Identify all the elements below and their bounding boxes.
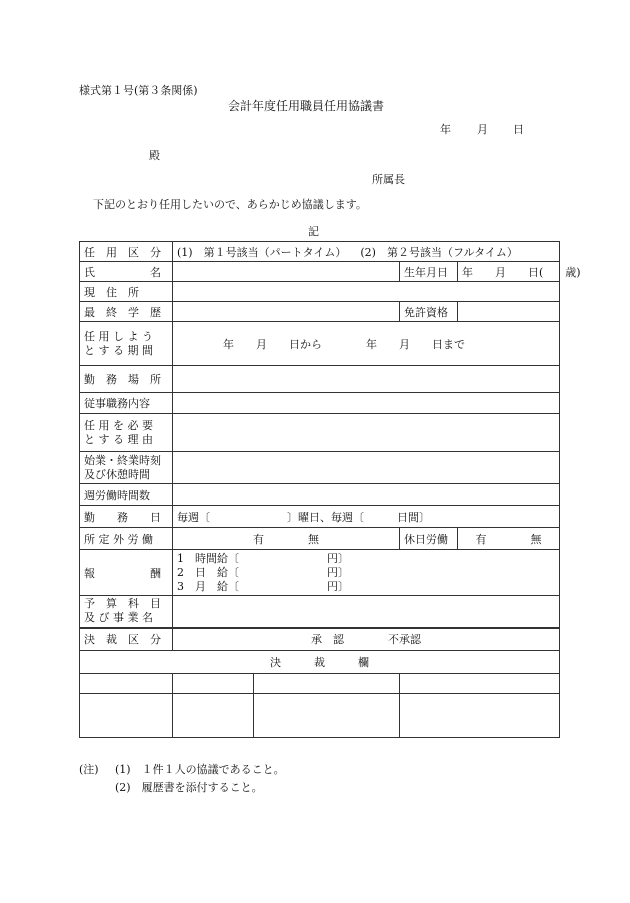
name-field[interactable]: [173, 262, 400, 282]
approval-stamp-cell-1[interactable]: [80, 694, 173, 738]
date-year: 年: [440, 123, 451, 136]
reason-label-line1: 任 用 を 必 要: [84, 418, 153, 432]
intro-text: 下記のとおり任用したいので、あらかじめ協議します。: [93, 198, 367, 211]
budget-field[interactable]: [173, 596, 560, 628]
approval-title-cell-3[interactable]: [254, 674, 400, 694]
workplace-field[interactable]: [173, 366, 560, 393]
pay-hourly[interactable]: 1 時間給〔 円〕: [177, 551, 349, 565]
address-label: 現 住 所: [80, 282, 173, 302]
row-hours: [80, 452, 560, 484]
approval-title-cell-1[interactable]: [80, 674, 173, 694]
budget-label-line2: 及 び 事 業 名: [84, 611, 153, 625]
approval-stamp-cell-3[interactable]: [254, 694, 400, 738]
reason-label: [80, 414, 173, 452]
license-field[interactable]: [458, 302, 560, 322]
date-day: 日: [513, 123, 524, 136]
approval-stamp-cell-2[interactable]: [173, 694, 254, 738]
pay-label: 報 酬: [80, 550, 173, 596]
classification-option-1[interactable]: (1) 第１号該当（パートタイム）: [177, 245, 347, 259]
name-label: 氏 名: [80, 262, 173, 282]
document-title: 会計年度任用職員任用協議書: [228, 99, 385, 113]
row-pay: [80, 550, 560, 596]
overtime-field[interactable]: 有 無: [173, 528, 400, 550]
workdays-label: 勤 務 日: [80, 506, 173, 528]
education-field[interactable]: [173, 302, 400, 322]
date-month: 月: [477, 123, 488, 136]
budget-label-line1: 予 算 科 目: [84, 597, 161, 611]
row-weekly-hours: [80, 484, 560, 506]
reason-field[interactable]: [173, 414, 560, 452]
row-overtime: [80, 528, 560, 550]
address-field[interactable]: [173, 282, 560, 302]
workdays-field[interactable]: 毎週〔 〕曜日、毎週〔 日間〕: [173, 506, 560, 528]
row-name: [80, 262, 560, 282]
decision-field[interactable]: 承 認 不承認: [173, 628, 560, 651]
note-2: (2) 履歴書を添付すること。: [115, 781, 263, 794]
hours-label-line2: 及び休憩時間: [84, 467, 150, 481]
decision-label: 決 裁 区 分: [80, 628, 173, 651]
application-form-table: [79, 241, 581, 738]
workplace-label: 勤 務 場 所: [80, 366, 173, 393]
notes-prefix: (注): [79, 763, 99, 776]
approval-header: 決 裁 欄: [80, 651, 560, 674]
row-workplace: [80, 366, 560, 393]
overtime-label: 所 定 外 労 働: [80, 528, 173, 550]
form-number: 様式第１号(第３条関係): [79, 84, 198, 97]
education-label: 最 終 学 歴: [80, 302, 173, 322]
period-label-line2: と す る 期 間: [84, 343, 153, 357]
sender-label: 所属長: [372, 173, 405, 186]
hours-label-line1: 始業・終業時刻: [84, 453, 161, 467]
classification-options[interactable]: [173, 242, 560, 262]
holiday-label: 休日労働: [400, 528, 458, 550]
duties-field[interactable]: [173, 393, 560, 414]
period-label: [80, 322, 173, 366]
license-label: 免許資格: [400, 302, 458, 322]
hours-field[interactable]: [173, 452, 560, 484]
approval-title-cell-2[interactable]: [173, 674, 254, 694]
row-address: [80, 282, 560, 302]
weekly-hours-field[interactable]: [173, 484, 560, 506]
approval-title-cell-4[interactable]: [400, 674, 560, 694]
row-approval-stamps: [80, 694, 560, 738]
row-period: [80, 322, 560, 366]
hours-label: [80, 452, 173, 484]
ki-mark: 記: [308, 225, 319, 238]
pay-field[interactable]: [173, 550, 560, 596]
row-approval-titles: [80, 674, 560, 694]
duties-label: 従事職務内容: [80, 393, 173, 414]
row-classification: [80, 242, 560, 262]
pay-monthly[interactable]: 3 月 給〔 円〕: [177, 579, 349, 593]
row-approval-header: [80, 651, 560, 674]
reason-label-line2: と す る 理 由: [84, 432, 153, 446]
weekly-hours-label: 週労働時間数: [80, 484, 173, 506]
classification-label: 任 用 区 分: [80, 242, 173, 262]
row-duties: [80, 393, 560, 414]
holiday-field[interactable]: 有 無: [458, 528, 560, 550]
period-label-line1: 任 用 し よ う: [84, 329, 153, 343]
budget-label: [80, 596, 173, 628]
row-budget: [80, 596, 560, 628]
note-1: (1) １件１人の協議であること。: [115, 763, 285, 776]
row-reason: [80, 414, 560, 452]
period-field[interactable]: 年 月 日から 年 月 日まで: [173, 322, 560, 366]
approval-stamp-cell-4[interactable]: [400, 694, 560, 738]
birthdate-label: 生年月日: [400, 262, 458, 282]
row-education: [80, 302, 560, 322]
birthdate-field[interactable]: 年 月 日( 歳): [458, 262, 560, 282]
row-decision: [80, 628, 560, 651]
addressee-suffix: 殿: [149, 149, 160, 162]
pay-daily[interactable]: 2 日 給〔 円〕: [177, 565, 349, 579]
row-workdays: [80, 506, 560, 528]
classification-option-2[interactable]: (2) 第２号該当（フルタイム）: [360, 245, 518, 259]
